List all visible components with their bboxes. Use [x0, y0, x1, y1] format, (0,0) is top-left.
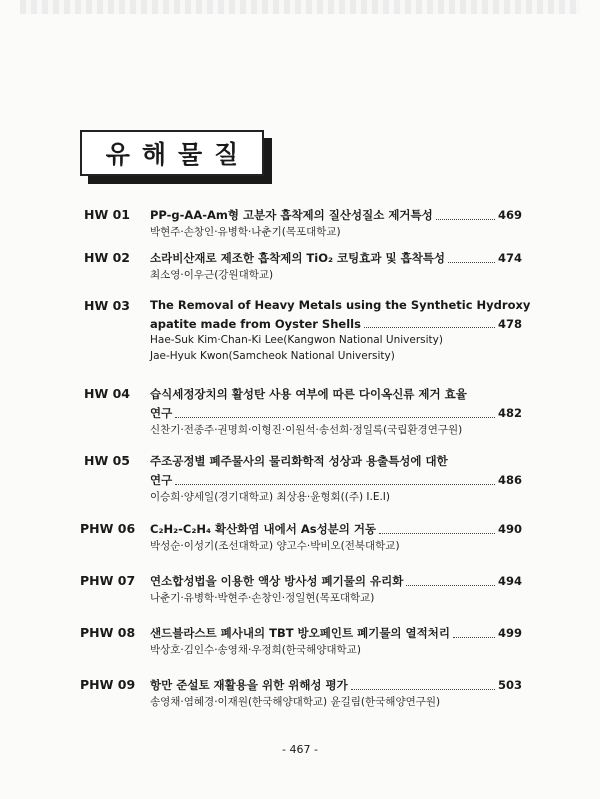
entry-page: 499: [497, 626, 522, 640]
entry-title-line: [150, 677, 522, 693]
dot-leader: [379, 532, 495, 534]
entry-title: PP-g-AA-Am형 고분자 흡착제의 질산성질소 제거특성: [150, 208, 433, 222]
entry-page: 494: [497, 574, 522, 588]
dot-leader: [448, 261, 495, 263]
entry-title-line: [150, 472, 522, 488]
entry-authors: 신찬기·전종주·권명희·이형진·이원석·송선희·정일록(국립환경연구원): [150, 424, 463, 436]
section-title: 유해물질: [105, 140, 251, 169]
entry-title: The Removal of Heavy Metals using the Synthetic Hydroxy: [150, 298, 531, 312]
dot-leader: [364, 326, 495, 328]
entry-title: C₂H₂-C₂H₄ 확산화염 내에서 As성분의 거동: [150, 522, 377, 536]
entry-page: 482: [497, 406, 522, 420]
entry-title-line: [150, 573, 522, 589]
entry-title: 항만 준설토 재활용을 위한 위해성 평가: [150, 678, 348, 692]
entry-title-line: [150, 317, 522, 331]
dot-leader: [175, 483, 495, 485]
dot-leader: [175, 416, 495, 418]
scan-top-smudge: [20, 0, 580, 14]
entry-authors: 박현주·손창인·유병학·나춘기(목포대학교): [150, 226, 341, 238]
dot-leader: [436, 218, 495, 220]
entry-title-line: [150, 521, 522, 537]
entry-code: PHW 09: [80, 677, 136, 692]
section-header-box: [80, 130, 264, 176]
dot-leader: [406, 584, 495, 586]
entry-authors: 박상호·김인수·송영채·우정희(한국해양대학교): [150, 644, 361, 656]
entry-title-line: [150, 386, 522, 402]
entry-page: 503: [497, 678, 522, 692]
entry-code: HW 01: [84, 207, 130, 222]
entry-authors: Jae-Hyuk Kwon(Samcheok National University): [150, 350, 395, 362]
entry-code: HW 02: [84, 250, 130, 265]
entry-authors: Hae-Suk Kim·Chan-Ki Lee(Kangwon National University): [150, 334, 443, 346]
entry-page: 490: [497, 522, 522, 536]
entry-title-line: [150, 625, 522, 641]
entry-page: 486: [497, 473, 522, 487]
entry-title-line: [150, 453, 522, 469]
entry-title: apatite made from Oyster Shells: [150, 317, 361, 331]
entry-page: 474: [497, 251, 522, 265]
entry-title-line: [150, 405, 522, 421]
entry-authors: 나춘기·유병학·박현주·손창인·정일현(목포대학교): [150, 592, 375, 604]
entry-title: 연구: [150, 473, 173, 487]
entry-title-line: [150, 207, 522, 223]
entry-authors: 송영채·염혜경·이재원(한국해양대학교) 윤길림(한국해양연구원): [150, 696, 441, 708]
entry-title: 주조공정별 폐주물사의 물리화학적 성상과 용출특성에 대한: [150, 454, 448, 468]
entry-code: PHW 07: [80, 573, 136, 588]
entry-authors: 최소영·이우근(강원대학교): [150, 269, 274, 281]
entry-title-line: [150, 298, 531, 312]
page-number: - 467 -: [282, 743, 318, 756]
entry-code: HW 04: [84, 386, 130, 401]
entry-authors: 이승희·양세일(경기대학교) 최상용·윤형회((주) I.E.I): [150, 491, 391, 503]
dot-leader: [453, 636, 495, 638]
entry-title: 습식세정장치의 활성탄 사용 여부에 따른 다이옥신류 제거 효율: [150, 387, 467, 401]
dot-leader: [351, 688, 495, 690]
entry-title: 연구: [150, 406, 173, 420]
entry-title-line: [150, 250, 522, 266]
entry-page: 469: [497, 208, 522, 222]
entry-code: PHW 08: [80, 625, 136, 640]
entry-code: PHW 06: [80, 521, 136, 536]
entry-authors: 박성순·이성기(조선대학교) 양고수·박비오(전북대학교): [150, 540, 400, 552]
entry-title: 연소합성법을 이용한 액상 방사성 폐기물의 유리화: [150, 574, 404, 588]
entry-code: HW 03: [84, 298, 130, 313]
entry-page: 478: [497, 317, 522, 331]
entry-code: HW 05: [84, 453, 130, 468]
entry-title: 소라비산재로 제조한 흡착제의 TiO₂ 코팅효과 및 흡착특성: [150, 251, 446, 265]
entry-title: 샌드블라스트 폐사내의 TBT 방오페인트 폐기물의 열적처리: [150, 626, 450, 640]
